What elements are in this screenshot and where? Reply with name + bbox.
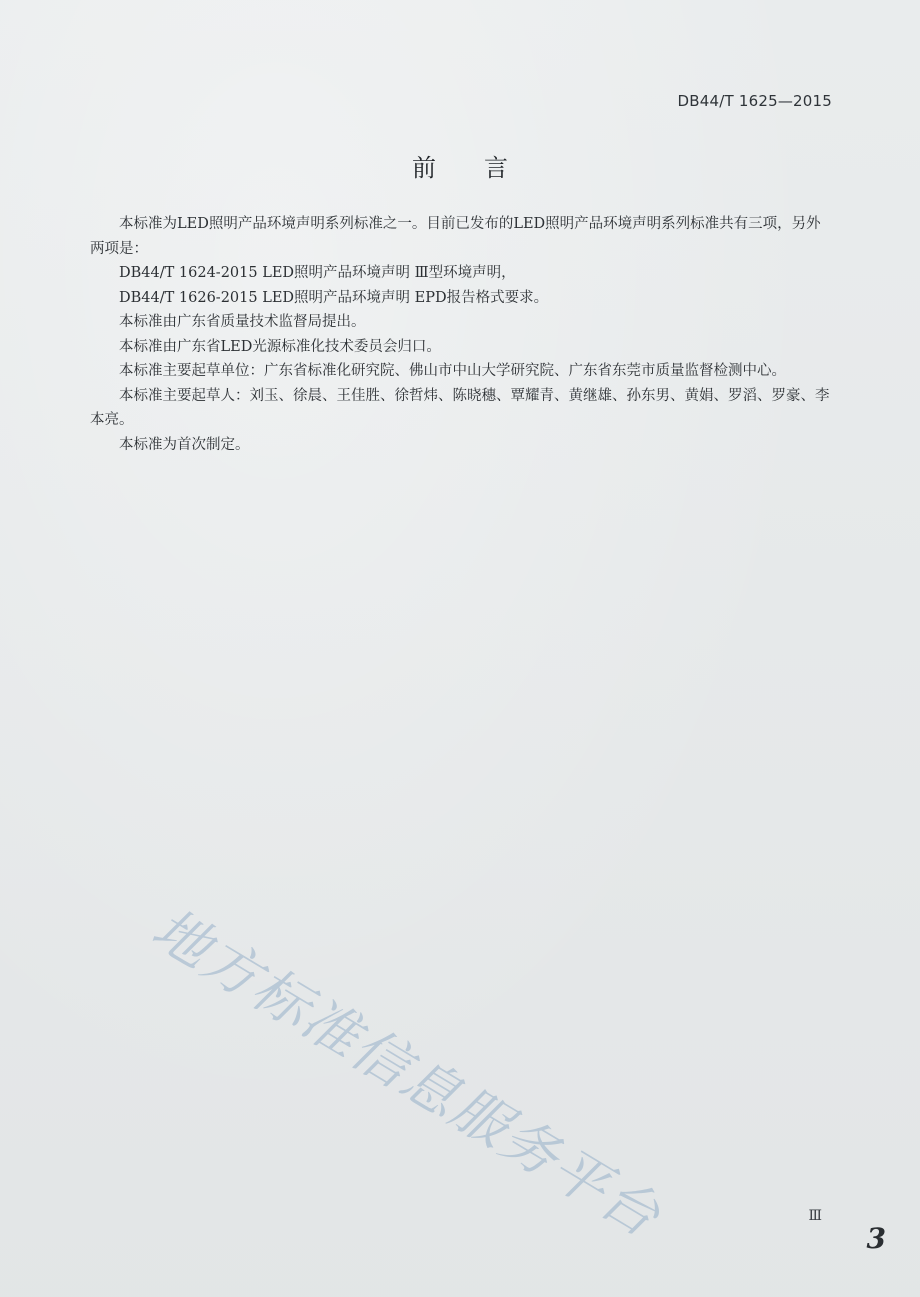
page-title: 前言 [412, 154, 556, 182]
paragraph-intro: 本标准为LED照明产品环境声明系列标准之一。目前已发布的LED照明产品环境声明系列标准共有三项，另外两项是： [90, 216, 821, 257]
paragraph-drafting-units: 本标准主要起草单位：广东省标准化研究院、佛山市中山大学研究院、广东省东莞市质量监督检测中心。 [119, 363, 786, 379]
paragraph-drafters: 本标准主要起草人：刘玉、徐晨、王佳胜、徐哲炜、陈晓穗、覃耀青、黄继雄、孙东男、黄娟、罗滔、罗豪、李本亮。 [90, 387, 830, 428]
paragraph-committee: 本标准由广东省LED光源标准化技术委员会归口。 [119, 338, 441, 355]
handwritten-page-number: 3 [866, 1222, 886, 1255]
paragraph-first-edition: 本标准为首次制定。 [119, 436, 250, 453]
paragraph-proposer: 本标准由广东省质量技术监督局提出。 [119, 314, 366, 330]
standard-code: DB44/T 1625—2015 [677, 92, 832, 110]
paragraph-related-standard-1: DB44/T 1624-2015 LED照明产品环境声明 Ⅲ型环境声明， [119, 265, 516, 281]
watermark: 地方标准信息服务平台 [140, 895, 672, 1251]
page-number: Ⅲ [808, 1208, 822, 1224]
paragraph-related-standard-2: DB44/T 1626-2015 LED照明产品环境声明 EPD报告格式要求。 [119, 289, 549, 306]
foreword-body [90, 212, 832, 457]
